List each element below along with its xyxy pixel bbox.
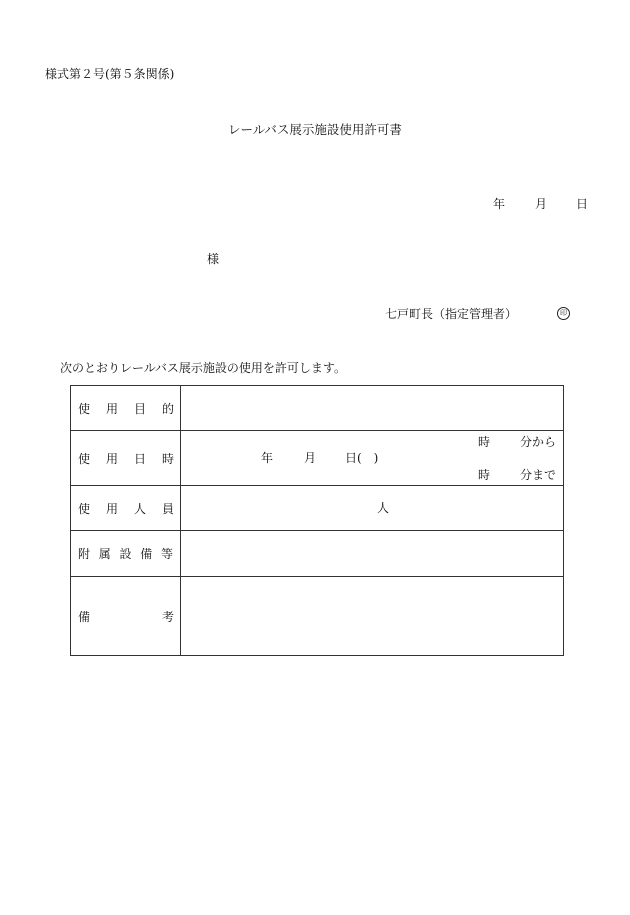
purpose-label (71, 386, 181, 431)
people-label (71, 486, 181, 531)
people-label-char: 人 (133, 501, 146, 516)
date-month-label: 月 (535, 197, 548, 211)
equipment-label-char: 属 (98, 547, 111, 561)
use-day-weekday-label: 日( ) (345, 451, 379, 465)
equipment-field[interactable] (181, 531, 564, 577)
equipment-label-char: 備 (140, 547, 153, 561)
purpose-field[interactable] (181, 386, 564, 431)
people-field[interactable] (181, 486, 564, 531)
datetime-label-char: 用 (105, 451, 118, 466)
date-day-label: 日 (576, 197, 589, 211)
addressee-suffix: 様 (207, 252, 220, 266)
table-row-equipment (71, 531, 564, 577)
table-row-remarks (71, 577, 564, 656)
document-title: レールバス展示施設使用許可書 (228, 122, 402, 137)
table-row-people (71, 486, 564, 531)
table-row-purpose (71, 386, 564, 431)
start-minute-label: 分から (520, 435, 557, 449)
datetime-field[interactable] (181, 431, 564, 486)
permit-table (70, 385, 564, 656)
purpose-label-char: 的 (161, 401, 174, 416)
equipment-label-char: 等 (160, 547, 173, 561)
issuer-name: 七戸町長（指定管理者） (385, 307, 518, 321)
datetime-label-char: 時 (161, 451, 174, 466)
purpose-label-char: 使 (78, 401, 91, 416)
remarks-field[interactable] (181, 577, 564, 656)
purpose-label-char: 用 (105, 401, 118, 416)
equipment-label (71, 531, 181, 577)
purpose-label-char: 目 (133, 401, 146, 416)
use-year-label: 年 (261, 451, 274, 465)
datetime-label (71, 431, 181, 486)
people-label-char: 員 (161, 501, 174, 516)
remarks-label-char: 備 (78, 609, 91, 624)
use-month-label: 月 (304, 451, 317, 465)
equipment-label-char: 設 (119, 547, 132, 561)
equipment-label-char: 附 (78, 547, 91, 561)
people-unit: 人 (377, 501, 390, 515)
end-minute-label: 分まで (520, 468, 557, 482)
intro-text: 次のとおりレールバス展示施設の使用を許可します。 (60, 361, 346, 375)
table-row-datetime (71, 431, 564, 486)
datetime-label-char: 使 (78, 451, 91, 466)
datetime-label-char: 日 (133, 451, 146, 466)
form-number: 様式第２号(第５条関係) (45, 67, 175, 81)
people-label-char: 使 (78, 501, 91, 516)
start-hour-label: 時 (478, 435, 491, 449)
seal-mark: 印 (557, 307, 570, 320)
remarks-label-char: 考 (161, 609, 174, 624)
people-label-char: 用 (105, 501, 118, 516)
remarks-label (71, 577, 181, 656)
date-year-label: 年 (493, 197, 506, 211)
end-hour-label: 時 (478, 468, 491, 482)
